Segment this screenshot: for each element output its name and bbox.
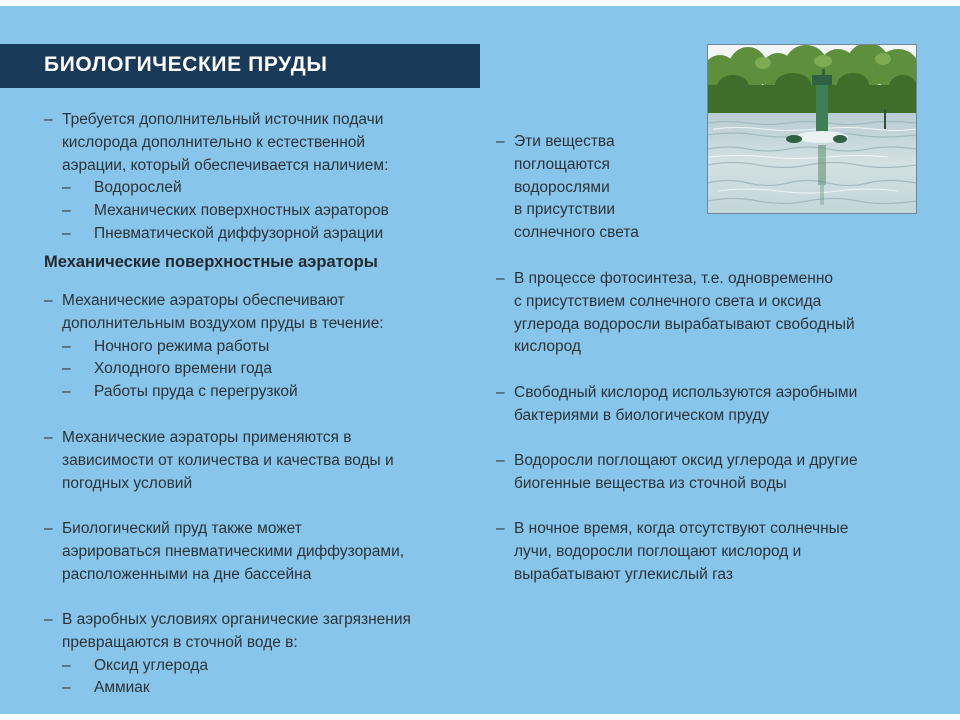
paragraph-text: поглощаются: [514, 155, 610, 173]
list-item-text: Аммиак: [94, 679, 150, 697]
paragraph-text: В процессе фотосинтеза, т.е. одновременно: [514, 270, 834, 287]
paragraph-text: превращаются в сточной воде в:: [62, 633, 298, 651]
paragraph-text: кислород: [514, 338, 581, 356]
paragraph-text: бактериями в биологическом пруду: [514, 406, 770, 424]
paragraph-text: Механические аэраторы обеспечивают: [62, 292, 345, 309]
dash: –: [496, 452, 505, 469]
dash: –: [44, 292, 53, 309]
paragraph-text: дополнительным воздухом пруды в течение:: [62, 314, 384, 332]
dash: –: [62, 202, 71, 220]
list-item-text: Работы пруда с перегрузкой: [94, 383, 298, 401]
dash: –: [496, 384, 505, 401]
paragraph-text: углерода водоросли вырабатывают свободный: [514, 315, 855, 333]
list-item-text: Ночного режима работы: [94, 337, 270, 355]
paragraph-text: лучи, водоросли поглощают кислород и: [514, 542, 802, 560]
paragraph-text: аэрироваться пневматическими диффузорами,: [62, 542, 405, 560]
slide: [0, 6, 960, 714]
dash: –: [62, 656, 71, 674]
dash: –: [44, 611, 53, 628]
dash: –: [62, 224, 71, 242]
dash: –: [496, 133, 505, 150]
paragraph-text: В аэробных условиях органические загрязнения: [62, 611, 411, 628]
paragraph-text: Механические аэраторы применяются в: [62, 429, 352, 446]
dash: –: [44, 520, 53, 537]
paragraph-text: в присутствии: [514, 201, 616, 219]
dash: –: [62, 383, 71, 401]
dash: –: [62, 337, 71, 355]
paragraph-text: Водоросли поглощают оксид углерода и другие: [514, 452, 858, 469]
paragraph-text: солнечного света: [514, 224, 639, 242]
paragraph-text: погодных условий: [62, 474, 193, 492]
dash: –: [44, 429, 53, 446]
list-item-text: Оксид углерода: [94, 656, 209, 674]
paragraph-text: Биологический пруд также может: [62, 520, 302, 537]
title-bar: [0, 44, 480, 88]
paragraph-text: Свободный кислород используются аэробными: [514, 384, 858, 401]
paragraph-text: вырабатывают углекислый газ: [514, 565, 733, 583]
intro-text: кислорода дополнительно к естественной: [62, 133, 366, 151]
paragraph-text: водорослями: [514, 178, 610, 196]
slide-title: БИОЛОГИЧЕСКИЕ ПРУДЫ: [44, 53, 328, 76]
dash: –: [62, 679, 71, 697]
paragraph-text: биогенные вещества из сточной воды: [514, 474, 787, 492]
pond-photo-svg: [708, 45, 916, 213]
dash: –: [496, 520, 505, 537]
intro-text: аэрации, который обеспечивается наличием:: [62, 156, 389, 174]
dash: –: [62, 360, 71, 378]
list-item-text: Водорослей: [94, 179, 182, 197]
dash: –: [496, 270, 505, 287]
paragraph-text: расположенными на дне бассейна: [62, 565, 312, 583]
pond-aerator-photo: [707, 44, 917, 214]
paragraph-text: зависимости от количества и качества воды и: [62, 451, 394, 469]
dash: –: [44, 111, 53, 128]
paragraph-text: Эти вещества: [514, 133, 615, 150]
paragraph-text: В ночное время, когда отсутствуют солнечные: [514, 520, 849, 537]
dash: –: [62, 179, 71, 197]
section-heading: Механические поверхностные аэраторы: [44, 253, 378, 271]
list-item-text: Пневматической диффузорной аэрации: [94, 224, 384, 242]
list-item-text: Механических поверхностных аэраторов: [94, 202, 389, 220]
intro-text: Требуется дополнительный источник подачи: [62, 111, 384, 128]
list-item-text: Холодного времени года: [94, 360, 272, 378]
paragraph-text: с присутствием солнечного света и оксида: [514, 292, 822, 310]
